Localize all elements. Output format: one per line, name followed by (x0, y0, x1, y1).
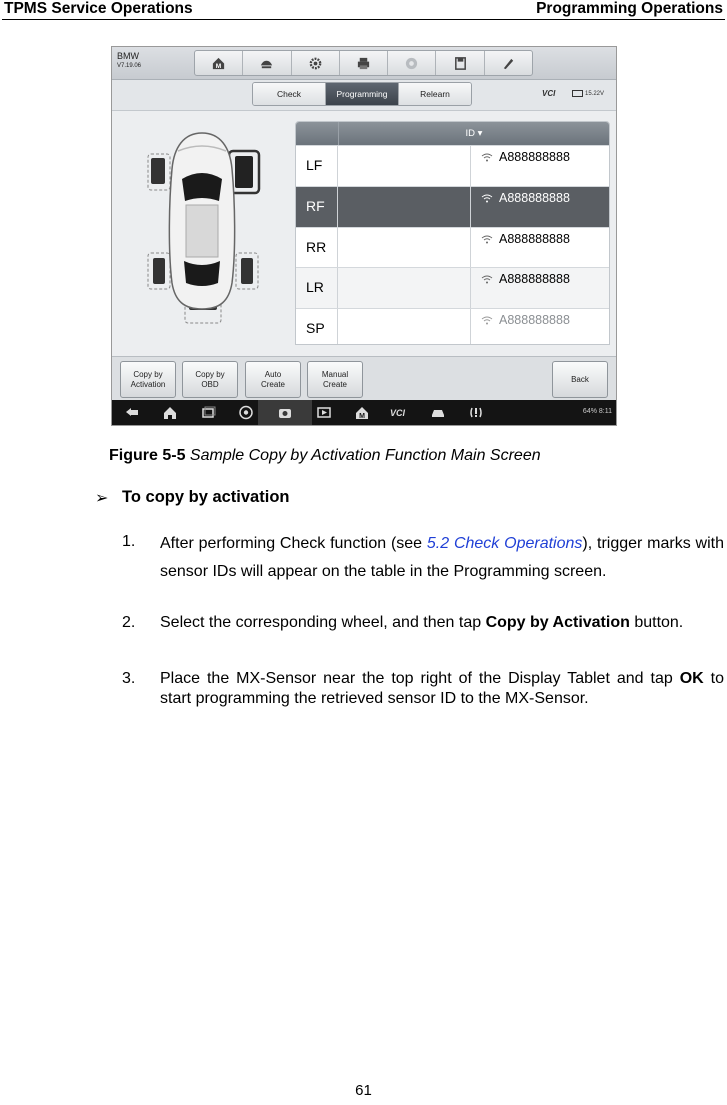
vehicle-diagram (112, 111, 292, 356)
table-row[interactable] (296, 145, 609, 186)
sensor-id-value: A888888888 (499, 313, 570, 328)
vehicle-swap-button[interactable] (243, 51, 291, 75)
vehicle-brand (117, 51, 141, 71)
step-text: button. (629, 614, 684, 631)
step-text: After performing Check function (see (160, 535, 427, 552)
row-blank-cell (338, 268, 471, 308)
battery-voltage-value: 15.22V (585, 90, 605, 97)
camera-icon[interactable] (277, 405, 293, 420)
sensor-id-cell (471, 268, 609, 308)
svg-text:M: M (359, 413, 365, 420)
table-row[interactable] (296, 227, 609, 268)
sensor-id-cell (471, 187, 609, 227)
wifi-signal-icon (481, 193, 493, 203)
sensor-id-value: A888888888 (499, 150, 570, 164)
page-number: 61 (355, 1082, 372, 1099)
tpms-icon[interactable] (468, 405, 484, 420)
header-section-title: TPMS Service Operations (4, 0, 193, 17)
settings-button[interactable] (292, 51, 340, 75)
help-icon (404, 56, 419, 71)
figure-caption (109, 447, 541, 465)
recent-apps-icon[interactable] (200, 405, 216, 420)
vci-shortcut-icon[interactable] (390, 405, 414, 420)
home-m-icon (211, 56, 226, 71)
top-bar (112, 47, 616, 80)
maxisys-home-icon[interactable] (354, 405, 370, 420)
figure-label: Figure 5-5 (109, 447, 186, 464)
browser-icon[interactable] (238, 405, 254, 420)
copy-by-activation-button[interactable]: Copy by Activation (120, 361, 176, 398)
home-icon[interactable] (162, 405, 178, 420)
header-rule (2, 19, 725, 20)
system-navigation-bar (112, 400, 616, 425)
row-blank-cell (338, 146, 471, 186)
arrow-bullet-icon: ➢ (95, 490, 109, 507)
tab-programming[interactable]: Programming (326, 83, 399, 105)
wheel-position: RR (296, 228, 338, 268)
step-text: Select the corresponding wheel, and then tap (160, 614, 486, 631)
print-button[interactable] (340, 51, 388, 75)
wheel-position: LF (296, 146, 338, 186)
gear-icon (308, 56, 323, 71)
software-version: V7.19.06 (117, 63, 142, 69)
step-emphasis: OK (679, 670, 704, 687)
svg-text:VCI: VCI (390, 408, 406, 418)
wheel-position: RF (296, 187, 338, 227)
car-lift-icon (259, 56, 274, 71)
screen-record-icon[interactable] (316, 405, 332, 420)
step-number: 1. (122, 533, 136, 550)
home-button[interactable] (195, 51, 243, 75)
sensor-id-cell (471, 228, 609, 268)
brand-name: BMW (117, 51, 139, 61)
vehicle-icon[interactable] (430, 405, 446, 420)
step-text: ), trigger marks with sensor IDs will appear on the table in the Programming screen. (160, 535, 725, 580)
copy-by-obd-button[interactable]: Copy by OBD (182, 361, 238, 398)
table-row[interactable] (296, 308, 609, 345)
toolbar (194, 50, 533, 76)
programming-screenshot (111, 46, 617, 426)
step-text: Place the MX-Sensor near the top right of the Display Tablet and tap (160, 670, 680, 687)
battery-voltage (572, 90, 604, 97)
auto-create-button[interactable]: Auto Create (245, 361, 301, 398)
car-top-view-icon (112, 111, 292, 356)
id-column-header[interactable]: ID ▾ (465, 128, 483, 139)
wifi-signal-icon (481, 315, 493, 325)
step-number: 3. (122, 670, 136, 687)
edit-button[interactable] (485, 51, 532, 75)
step-2 (160, 613, 724, 633)
function-button-bar (112, 356, 616, 401)
table-header (296, 122, 609, 145)
row-blank-cell (338, 228, 471, 268)
svg-text:M: M (215, 62, 222, 70)
position-column-header (296, 122, 339, 145)
sensor-id-value: A888888888 (499, 190, 570, 205)
clock: 8:11 (598, 408, 612, 415)
figure-title: Sample Copy by Activation Function Main Screen (189, 447, 541, 464)
step-text: to start programming the retrieved sensor ID to the MX-Sensor. (160, 670, 724, 707)
sensor-id-cell (471, 146, 609, 186)
header-chapter-title: Programming Operations (536, 0, 723, 17)
wifi-signal-icon (481, 152, 493, 162)
wifi-signal-icon (481, 274, 493, 284)
step-1 (160, 530, 724, 586)
tab-relearn[interactable]: Relearn (399, 83, 471, 105)
wifi-signal-icon (481, 234, 493, 244)
tab-bar (112, 80, 616, 111)
sensor-id-cell (471, 309, 609, 345)
row-blank-cell (338, 187, 471, 227)
table-row[interactable] (296, 186, 609, 227)
printer-icon (356, 56, 371, 71)
back-arrow-icon[interactable] (124, 405, 140, 420)
check-operations-link[interactable]: 5.2 Check Operations (426, 535, 583, 552)
step-3 (160, 669, 724, 709)
save-button[interactable] (436, 51, 484, 75)
back-button[interactable]: Back (552, 361, 608, 398)
manual-create-button[interactable]: Manual Create (307, 361, 363, 398)
table-row[interactable] (296, 267, 609, 308)
sensor-id-table (295, 121, 610, 345)
wheel-position: SP (296, 309, 338, 345)
battery-percent: 64% (582, 408, 597, 415)
battery-icon (572, 90, 583, 97)
save-icon (453, 56, 468, 71)
status-area (583, 408, 612, 415)
help-button[interactable] (388, 51, 436, 75)
vci-indicator: VCI (542, 89, 556, 98)
sensor-id-value: A888888888 (499, 272, 570, 287)
step-number: 2. (122, 614, 136, 631)
procedure-title: To copy by activation (122, 488, 290, 506)
wheel-position: LR (296, 268, 338, 308)
step-emphasis: Copy by Activation (485, 614, 630, 631)
pen-icon (501, 56, 516, 71)
sensor-id-value: A888888888 (499, 231, 570, 246)
row-blank-cell (338, 309, 471, 345)
function-tabs (252, 82, 472, 106)
tab-check[interactable]: Check (253, 83, 326, 105)
